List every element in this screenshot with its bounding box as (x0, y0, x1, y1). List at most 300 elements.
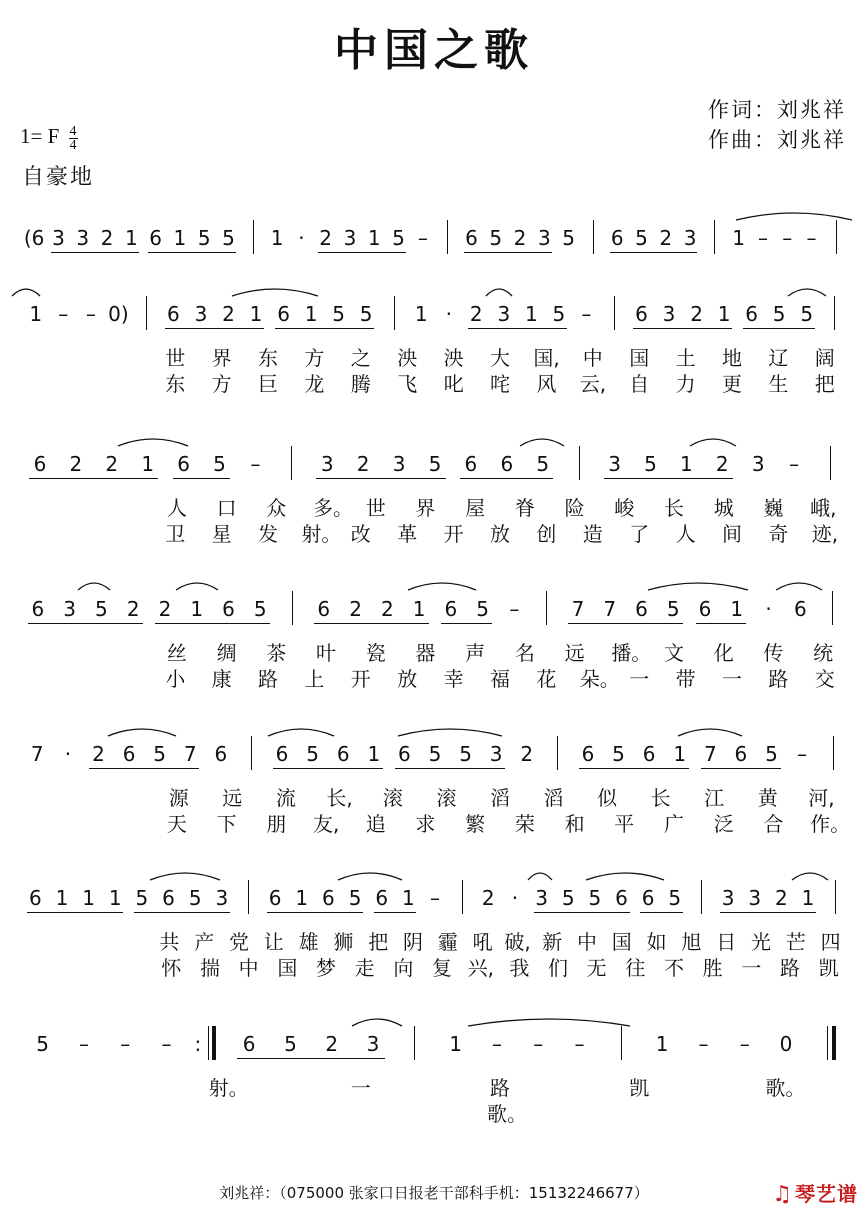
note: 1 (367, 226, 381, 250)
lyric-syllable: 瓷 (365, 641, 386, 665)
note: 6 (581, 742, 595, 766)
slur-arc (352, 1019, 402, 1026)
note: 6 (642, 742, 656, 766)
lyric-syllable: 土 (675, 346, 696, 370)
note: 1 (401, 886, 415, 910)
note: 5 (666, 597, 680, 621)
lyric-syllable: 绸 (216, 641, 237, 665)
lyric-syllable: 滚 (382, 786, 403, 810)
note: 6 (214, 742, 228, 766)
lyric-syllable: 康 (211, 667, 232, 691)
note: 2 (775, 886, 788, 910)
note: 6 (464, 452, 478, 476)
lyric-syllable: 长, (326, 786, 353, 810)
note: 2 (659, 226, 673, 250)
extension-dash: – (789, 452, 800, 476)
note: 2 (513, 226, 527, 250)
slur-arc (176, 583, 218, 590)
lyric-syllable: 开 (443, 522, 464, 546)
note: 6 (610, 226, 624, 250)
logo-text: 琴艺谱 (795, 1182, 858, 1206)
extension-dash: – (797, 742, 808, 766)
note: 5 (188, 886, 202, 910)
lyric-syllable: 走 (354, 956, 375, 980)
lyric-syllable: 长 (650, 786, 671, 810)
note: 1 (414, 302, 428, 326)
lyric-syllable: 创 (536, 522, 557, 546)
lyric-syllable: 新 (542, 930, 563, 954)
note: 5 (197, 226, 211, 250)
note: 1 (295, 886, 309, 910)
slur-arc (528, 873, 552, 880)
note: 2 (222, 302, 235, 326)
extension-dash: – (417, 226, 428, 250)
note: 5 (561, 886, 575, 910)
note: 1 (141, 452, 155, 476)
slur-arc (468, 1019, 630, 1026)
augmentation-dot: · (298, 226, 305, 250)
lyric-syllable: 滔 (543, 786, 564, 810)
lyric-syllable: 卫 (165, 522, 186, 546)
lyric-syllable: 播。 (611, 641, 652, 665)
lyric-syllable: 国 (611, 930, 632, 954)
page-title: 中国之歌 (334, 25, 534, 76)
lyric-syllable: 路 (258, 667, 278, 691)
note: 1 (524, 302, 538, 326)
lyric-syllable: 更 (722, 372, 742, 396)
note: 0 (779, 1032, 793, 1056)
note: 1 (449, 1032, 462, 1056)
lyric-syllable: 自 (629, 372, 650, 396)
lyric-syllable: 广 (664, 812, 684, 836)
extension-dash: – (757, 226, 768, 250)
note: 5 (668, 886, 682, 910)
note: 6 (793, 597, 807, 621)
lyric-syllable: 兴, (467, 956, 495, 980)
lyric-syllable: 一 (629, 667, 650, 691)
note: 5 (392, 226, 405, 250)
note: 5 (428, 742, 442, 766)
note: 7 (703, 742, 717, 766)
lyric-syllable: 泛 (713, 812, 734, 836)
note: 6 (177, 452, 190, 476)
note: 5 (536, 452, 550, 476)
slur-arc (486, 289, 512, 296)
note: 2 (126, 597, 140, 621)
lyric-syllable: 泱 (397, 346, 418, 370)
lyric-syllable: 城 (713, 496, 734, 520)
lyric-syllable: 界 (211, 346, 232, 370)
lyric-syllable: 梦 (316, 956, 336, 980)
note: 2 (715, 452, 729, 476)
lyric-syllable: 人 (675, 522, 696, 546)
note: 2 (690, 302, 703, 326)
lyric-syllable: 歌。 (487, 1102, 527, 1126)
lyric-syllable: 化 (713, 641, 734, 665)
extension-dash: – (120, 1032, 131, 1056)
lyric-syllable: 长 (664, 496, 684, 520)
lyric-syllable: 方 (304, 346, 325, 370)
note: 3 (497, 302, 511, 326)
note: 2 (349, 597, 362, 621)
lyric-syllable: 黄 (757, 786, 778, 810)
note: 5 (765, 742, 778, 766)
lyric-syllable: 丝 (166, 641, 187, 665)
note: 1 (82, 886, 95, 910)
slur-arc (736, 213, 852, 220)
lyric-syllable: 泱 (443, 346, 464, 370)
note: 1 (412, 597, 426, 621)
slur-arc (520, 439, 564, 446)
augmentation-dot: · (64, 742, 72, 766)
lyric-syllable: 旭 (681, 930, 702, 954)
note: 2 (69, 452, 83, 476)
lyric-syllable: 方 (211, 372, 232, 396)
lyric-syllable: 大 (490, 346, 510, 370)
note: 1 (190, 597, 204, 621)
repeat-sign: : (194, 1032, 202, 1056)
slur-arc (108, 729, 176, 736)
lyric-syllable: 飞 (397, 372, 418, 396)
lyric-syllable: 峨, (810, 496, 837, 520)
note: 1 (55, 886, 69, 910)
note: 3 (608, 452, 621, 476)
lyric-syllable: 带 (675, 667, 696, 691)
extension-dash: – (509, 597, 520, 621)
note: 6 (122, 742, 136, 766)
note: 2 (92, 742, 105, 766)
lyric-syllable: 国, (533, 346, 560, 370)
note: 1 (173, 226, 187, 250)
lyric-syllable: 中 (238, 956, 259, 980)
lyric-syllable: 革 (397, 522, 418, 546)
slur-arc (118, 439, 188, 446)
site-logo (772, 1178, 858, 1207)
note: 3 (194, 302, 208, 326)
note: 5 (348, 886, 362, 910)
lyric-syllable: 不 (664, 956, 684, 980)
lyric-syllable: 凯 (629, 1076, 650, 1100)
note: 6 (698, 597, 712, 621)
note: 5 (489, 226, 503, 250)
slur-arc (678, 729, 742, 736)
time-top: 4 (69, 123, 77, 139)
note: 5 (612, 742, 625, 766)
note: 6 (398, 742, 411, 766)
note: 5 (562, 226, 575, 250)
slur-arc (408, 583, 476, 590)
augmentation-dot: · (511, 886, 519, 910)
lyric-syllable: 们 (548, 956, 568, 980)
note: 6 (641, 886, 655, 910)
lyric-syllable: 小 (165, 667, 186, 691)
lyric-syllable: 国 (629, 346, 650, 370)
note: 6 (317, 597, 331, 621)
lyric-syllable: 吼 (472, 930, 493, 954)
slur-arc (776, 583, 822, 590)
lyric-syllable: 世 (365, 496, 386, 520)
note: 1 (801, 886, 815, 910)
note: 3 (535, 886, 548, 910)
lyric-syllable: 口 (216, 496, 237, 520)
note: 2 (158, 597, 172, 621)
note: 3 (392, 452, 406, 476)
note: 1 (367, 742, 381, 766)
lyric-syllable: 芒 (785, 930, 806, 954)
note: 7 (571, 597, 585, 621)
lyric-syllable: 风 (536, 372, 557, 396)
note: 5 (153, 742, 167, 766)
lyric-syllable: 荣 (514, 812, 535, 836)
note: 2 (105, 452, 119, 476)
lyric-syllable: 传 (763, 641, 784, 665)
note: 3 (683, 226, 697, 250)
lyric-syllable: 叶 (316, 641, 336, 665)
note: 3 (748, 886, 762, 910)
note: 5 (359, 302, 373, 326)
lyric-syllable: 似 (597, 786, 618, 810)
note: 6 (162, 886, 175, 910)
slur-arc (78, 583, 110, 590)
note: 3 (721, 886, 735, 910)
note: 6 (28, 886, 42, 910)
note: 2 (520, 742, 534, 766)
lyric-syllable: 向 (393, 956, 414, 980)
note: 1 (717, 302, 731, 326)
note: 6 (375, 886, 389, 910)
lyric-syllable: 狮 (333, 930, 354, 954)
lyric-syllable: 阔 (814, 346, 835, 370)
note: 5 (284, 1032, 297, 1056)
lyric-syllable: 间 (722, 522, 742, 546)
lyric-syllable: 器 (415, 641, 436, 665)
note: 5 (800, 302, 814, 326)
lyric-syllable: 中 (577, 930, 597, 954)
lyric-syllable: 放 (397, 667, 418, 691)
note: 5 (428, 452, 442, 476)
lyric-syllable: 把 (814, 372, 835, 396)
lyric-syllable: 复 (432, 956, 452, 980)
note: 1 (655, 1032, 669, 1056)
note: 6 (465, 226, 478, 250)
note: 6 (149, 226, 162, 250)
logo-mark-icon: ♫ (772, 1182, 793, 1207)
note: 7 (30, 742, 44, 766)
note: 5 (476, 597, 489, 621)
slur-arc (690, 439, 736, 446)
note: 3 (489, 742, 503, 766)
lyric-syllable: 东 (165, 372, 186, 396)
lyric-syllable: 合 (763, 812, 784, 836)
lyric-syllable: 腾 (350, 372, 371, 396)
key-label: 1= F (20, 124, 60, 148)
lyric-syllable: 花 (536, 667, 557, 691)
note: 0) (108, 302, 129, 326)
note: 3 (215, 886, 229, 910)
lyric-syllable: 奇 (768, 522, 789, 546)
lyric-syllable: 险 (564, 496, 585, 520)
note: 2 (481, 886, 495, 910)
augmentation-dot: · (445, 302, 452, 326)
lyric-syllable: 放 (490, 522, 510, 546)
lyric-syllable: 造 (582, 522, 603, 546)
lyric-syllable: 交 (814, 667, 835, 691)
lyric-syllable: 峻 (614, 496, 635, 520)
slur-arc (398, 729, 502, 736)
lyric-syllable: 路 (490, 1076, 510, 1100)
note: 3 (537, 226, 551, 250)
composer-credit: 作曲：刘兆祥 (708, 128, 846, 152)
note: 5 (644, 452, 657, 476)
lyric-syllable: 多。 (313, 496, 353, 520)
lyric-syllable: 胜 (702, 956, 723, 980)
tempo-marking: 自豪地 (22, 165, 95, 190)
slur-arc (788, 289, 826, 296)
lyric-syllable: 歌。 (765, 1076, 806, 1100)
lyric-syllable: 文 (664, 641, 684, 665)
lyric-syllable: 茶 (266, 641, 287, 665)
lyric-syllable: 雄 (298, 930, 319, 954)
lyric-syllable: 党 (229, 930, 249, 954)
note: 6 (268, 886, 282, 910)
lyric-syllable: 求 (415, 812, 436, 836)
slur-arc (792, 873, 828, 880)
extension-dash: – (581, 302, 592, 326)
lyric-syllable: 产 (194, 930, 215, 954)
lyric-syllable: 流 (275, 786, 296, 810)
lyric-syllable: 人 (166, 496, 187, 520)
lyric-syllable: 远 (222, 786, 243, 810)
lyric-syllable: 追 (365, 812, 386, 836)
slur-arc (268, 729, 334, 736)
lyric-syllable: 凯 (818, 956, 839, 980)
time-bottom: 4 (69, 137, 77, 153)
extension-dash: – (161, 1032, 172, 1056)
note: 3 (320, 452, 334, 476)
lyric-syllable: 名 (514, 641, 535, 665)
lyric-syllable: 云, (579, 372, 607, 396)
note: 7 (603, 597, 617, 621)
note: 1 (270, 226, 284, 250)
note: 1 (680, 452, 693, 476)
note: 5 (772, 302, 786, 326)
lyric-syllable: 射。 (208, 1076, 249, 1100)
lyric-syllable: 远 (564, 641, 585, 665)
lyric-syllable: 河, (808, 786, 835, 810)
note: 5 (253, 597, 267, 621)
note: 6 (167, 302, 180, 326)
extension-dash: – (58, 302, 69, 326)
note: (6 (23, 226, 45, 250)
note: 2 (356, 452, 370, 476)
lyric-syllable: 屋 (465, 496, 486, 520)
note: 6 (242, 1032, 256, 1056)
lyric-syllable: 滔 (490, 786, 510, 810)
note: 1 (108, 886, 122, 910)
extension-dash: – (782, 226, 793, 250)
lyric-syllable: 繁 (465, 812, 486, 836)
lyric-syllable: 源 (168, 786, 189, 810)
lyric-syllable: 朵。 (579, 667, 620, 691)
note: 2 (380, 597, 394, 621)
lyric-syllable: 生 (768, 372, 789, 396)
note: 5 (213, 452, 226, 476)
lyric-syllable: 作。 (810, 812, 851, 836)
slur-arc (648, 583, 748, 590)
lyric-syllable: 共 (159, 930, 180, 954)
extension-dash: – (533, 1032, 544, 1056)
lyric-syllable: 福 (490, 667, 510, 691)
note: 2 (469, 302, 483, 326)
lyric-syllable: 一 (722, 667, 742, 691)
note: 6 (635, 302, 648, 326)
lyric-syllable: 路 (768, 667, 789, 691)
note: 6 (275, 742, 289, 766)
lyric-syllable: 霾 (437, 930, 458, 954)
lyric-syllable: 一 (350, 1076, 371, 1100)
lyric-syllable: 日 (716, 930, 737, 954)
slur-arc (586, 873, 664, 880)
note: 5 (332, 302, 345, 326)
lyric-syllable: 破, (504, 930, 531, 954)
lyric-syllable: 如 (646, 930, 667, 954)
lyric-syllable: 上 (304, 667, 325, 691)
note: 3 (343, 226, 357, 250)
lyric-syllable: 我 (509, 956, 530, 980)
lyric-syllable: 往 (625, 956, 646, 980)
footer-contact: 刘兆祥：（075000 张家口日报老干部科手机：15132246677） (219, 1184, 649, 1202)
lyric-syllable: 之 (350, 346, 371, 370)
lyric-syllable: 东 (258, 346, 278, 370)
lyric-syllable: 一 (741, 956, 762, 980)
extension-dash: – (574, 1032, 585, 1056)
note: 3 (63, 597, 76, 621)
note: 6 (322, 886, 335, 910)
lyric-syllable: 迹, (811, 522, 839, 546)
extension-dash: – (739, 1032, 750, 1056)
extension-dash: – (85, 302, 96, 326)
note: 6 (277, 302, 290, 326)
extension-dash: – (78, 1032, 89, 1056)
lyric-syllable: 幸 (443, 667, 464, 691)
note: 5 (552, 302, 566, 326)
note: 1 (29, 302, 43, 326)
lyric-syllable: 国 (277, 956, 298, 980)
lyric-syllable: 朋 (266, 812, 287, 836)
lyric-syllable: 发 (258, 522, 278, 546)
extension-dash: – (698, 1032, 709, 1056)
lyric-syllable: 咤 (490, 372, 510, 396)
note: 6 (734, 742, 748, 766)
note: 3 (662, 302, 676, 326)
note: 5 (95, 597, 108, 621)
lyric-syllable: 改 (350, 522, 371, 546)
note: 6 (222, 597, 235, 621)
lyric-syllable: 天 (166, 812, 187, 836)
extension-dash: – (430, 886, 440, 910)
slur-arc (12, 289, 40, 296)
lyric-syllable: 无 (586, 956, 607, 980)
note: 1 (249, 302, 263, 326)
lyric-syllable: 射。 (301, 522, 342, 546)
note: 1 (304, 302, 318, 326)
lyric-syllable: 声 (465, 641, 486, 665)
lyric-syllable: 力 (675, 372, 696, 396)
lyric-syllable: 平 (614, 812, 635, 836)
note: 5 (306, 742, 319, 766)
note: 6 (444, 597, 458, 621)
note: 6 (500, 452, 514, 476)
